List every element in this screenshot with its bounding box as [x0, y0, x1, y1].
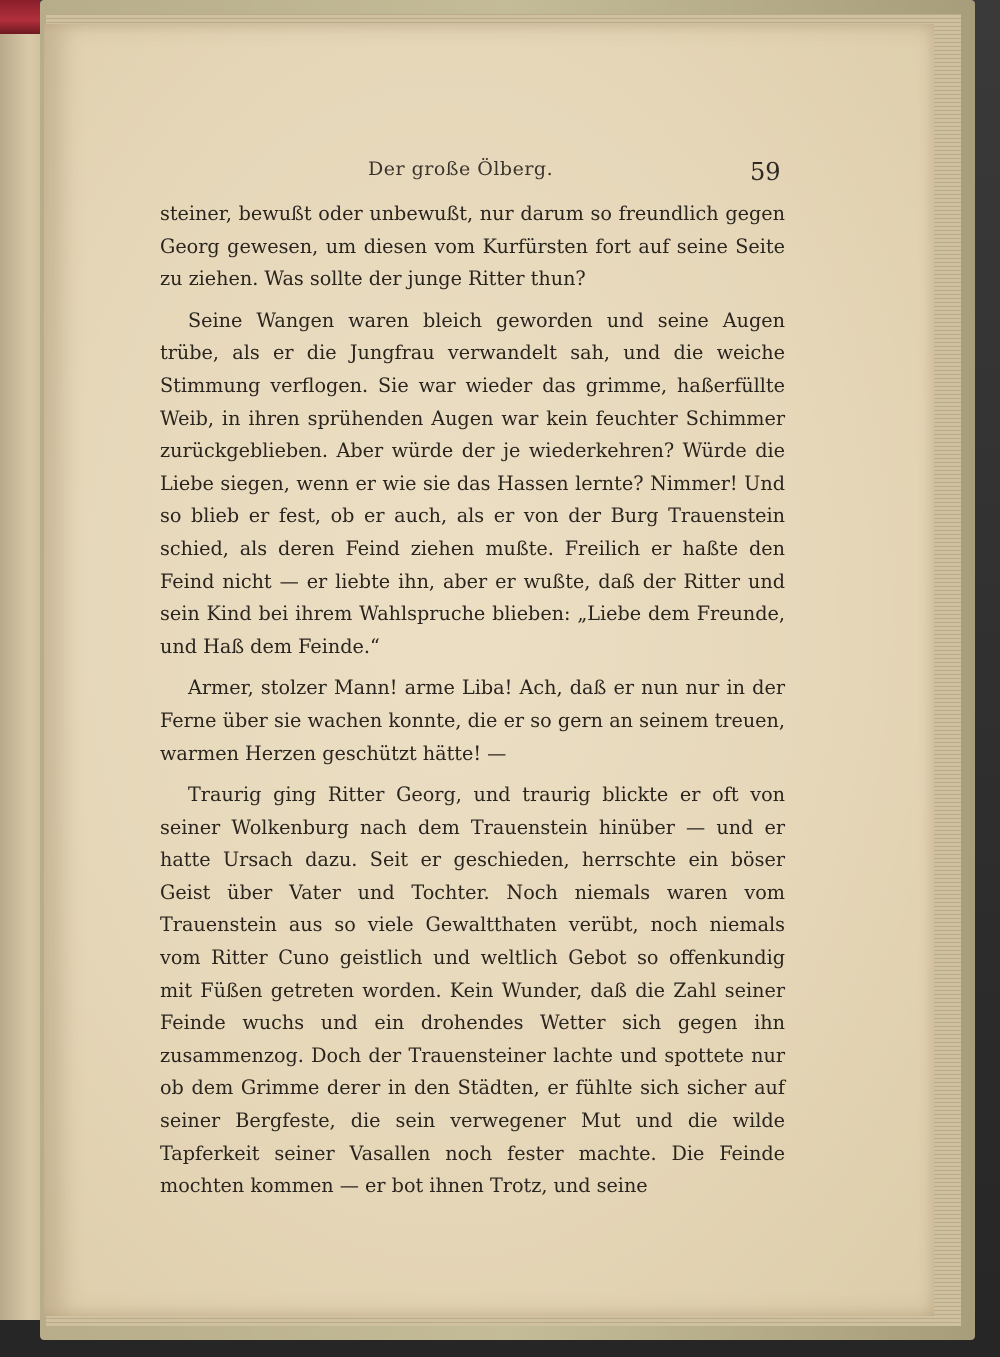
paragraph-2: Seine Wangen waren bleich geworden und seine Augen trübe, als er die Jungfrau verwandelt sah, und die weiche Stimmung verflogen. Sie war wieder das grimme, haßerfüllte Weib, in ihren sprühenden Augen war kein feuchter Schimmer zurückgeblieben. Aber würde der je wiederkehren? Würde die Liebe siegen, wenn er wie sie das Hassen lernte? Nimmer! Und so blieb er fest, ob er auch, als er von der Burg Trauenstein schied, als deren Feind ziehen mußte. Freilich er haßte den Feind nicht — er liebte ihn, aber er wußte, daß der Ritter und sein Kind bei ihrem Wahlspruche blieben: „Liebe dem Freunde, und Haß dem Feinde.“: [160, 308, 785, 658]
body-text: [160, 198, 785, 1203]
running-head: [44, 150, 934, 190]
page-number: 59: [750, 158, 781, 186]
bookmark-ribbon: [0, 0, 40, 34]
paragraph-4: Traurig ging Ritter Georg, und traurig blickte er oft von seiner Wolkenburg nach dem Trauenstein hinüber — und er hatte Ursach dazu. Seit er geschieden, herrschte ein böser Geist über Vater und Tochter. Noch niemals waren vom Trauenstein aus so viele Gewaltthaten verübt, noch niemals vom Ritter Cuno geistlich und weltlich Gebot so offenkundig mit Füßen getreten worden. Kein Wunder, daß die Zahl seiner Feinde wuchs und ein drohendes Wetter sich gegen ihn zusammenzog. Doch der Trauensteiner lachte und spottete nur ob dem Grimme derer in den Städten, er fühlte sich sicher auf seiner Bergfeste, die sein verwegener Mut und die wilde Tapferkeit seiner Vasallen noch fester machte. Die Feinde mochten kommen — er bot ihnen Trotz, und seine: [160, 783, 785, 1198]
paragraph-3: Armer, stolzer Mann! arme Liba! Ach, daß er nun nur in der Ferne über sie wachen konnte, die er so gern an seinem treuen, warmen Herzen geschützt hätte! —: [160, 676, 785, 765]
paragraph-1: steiner, bewußt oder unbewußt, nur darum so freundlich gegen Georg gewesen, um diesen vom Kurfürsten fort auf seine Seite zu ziehen. Was sollte der junge Ritter thun?: [160, 202, 785, 291]
running-head-title: Der große Ölberg.: [368, 158, 554, 180]
